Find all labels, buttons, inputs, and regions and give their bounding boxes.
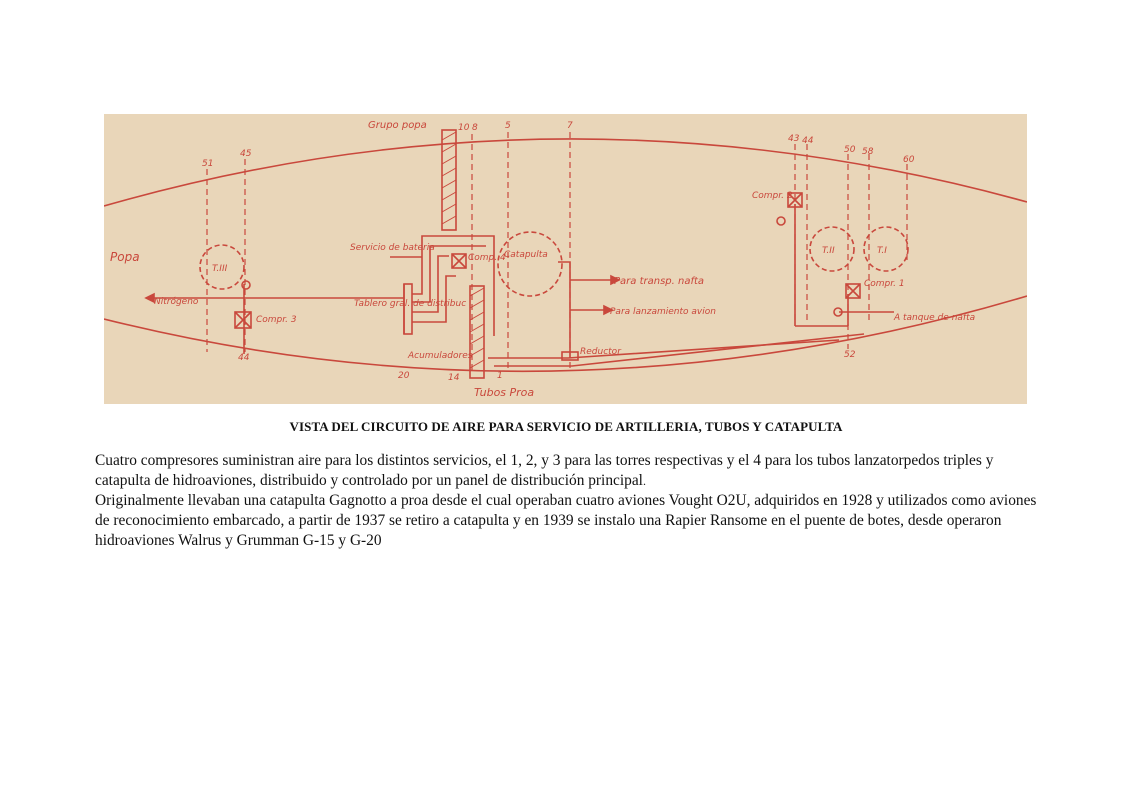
body-text — [95, 451, 1040, 551]
frame-number: 5 — [505, 121, 511, 131]
air-circuit-diagram — [104, 114, 1027, 404]
paragraph-compressors-period: . — [642, 474, 646, 488]
diagram-drawing — [104, 114, 1027, 404]
frame-number: 7 — [567, 121, 573, 131]
frame-number: 8 — [472, 123, 478, 133]
label-para-lanzamiento: Para lanzamiento avion — [610, 307, 716, 317]
label-tanque-nafta: A tanque de nafta — [894, 313, 976, 323]
label-tablero: Tablero gral. de distribuc — [354, 299, 467, 309]
label-turret-3: T.III — [212, 264, 228, 274]
frame-number: 45 — [240, 149, 252, 159]
frame-number: 50 — [844, 145, 856, 155]
frame-number: 10 — [458, 123, 470, 133]
frame-number: 43 — [788, 134, 800, 144]
label-reductor: Reductor — [580, 347, 621, 357]
frame-number: 60 — [903, 155, 915, 165]
frame-number: 1 — [497, 371, 503, 381]
label-compressor-3: Compr. 3 — [256, 315, 297, 325]
label-turret-2: T.II — [822, 246, 835, 256]
frame-number: 14 — [448, 373, 460, 383]
figure-caption: VISTA DEL CIRCUITO DE AIRE PARA SERVICIO DE ARTILLERIA, TUBOS Y CATAPULTA — [289, 419, 843, 434]
label-nitrogeno: Nitrógeno — [154, 297, 199, 307]
label-servicio-bateria: Servicio de bateria — [350, 243, 435, 253]
label-acumuladores: Acumuladores — [408, 351, 473, 361]
paragraph-catapult-history: Originalmente llevaban una catapulta Gagnotto a proa desde el cual operaban cuatro aviones Vought O2U, adquiridos en 1928 y utilizados como aviones de reconocimiento embarcado, a partir de 1937 se retiro a catapulta y en 1939 se instalo una Rapier Ransome en el puente de botes, desde operaron hidroaviones Walrus y Grumman G-15 y G-20 — [95, 492, 1037, 549]
label-compressor-1: Compr. 1 — [864, 279, 905, 289]
label-compressor-2: Compr. 2 — [752, 191, 793, 201]
frame-number: 20 — [398, 371, 410, 381]
frame-number: 44 — [238, 353, 250, 363]
label-popa: Popa — [110, 250, 140, 264]
frame-number: 58 — [862, 147, 874, 157]
label-compressor-4: Comp. 4 — [468, 253, 506, 263]
frame-number: 51 — [202, 159, 214, 169]
frame-number: 44 — [802, 136, 814, 146]
paragraph-compressors-text: Cuatro compresores suministran aire para los distintos servicios, el 1, 2, y 3 para las torres respectivas y el 4 para los tubos lanzatorpedos triples y catapulta de hidroaviones, distribuido y controlado por un panel de distribución principal — [95, 452, 994, 489]
label-turret-1: T.I — [877, 246, 887, 256]
label-catapulta: Catapulta — [504, 250, 548, 260]
label-grupo-popa: Grupo popa — [368, 120, 427, 131]
frame-number: 52 — [844, 350, 856, 360]
label-para-transp: Para transp. nafta — [614, 276, 705, 287]
label-tubos-proa: Tubos Proa — [474, 386, 535, 399]
paragraph-compressors — [95, 451, 1040, 491]
